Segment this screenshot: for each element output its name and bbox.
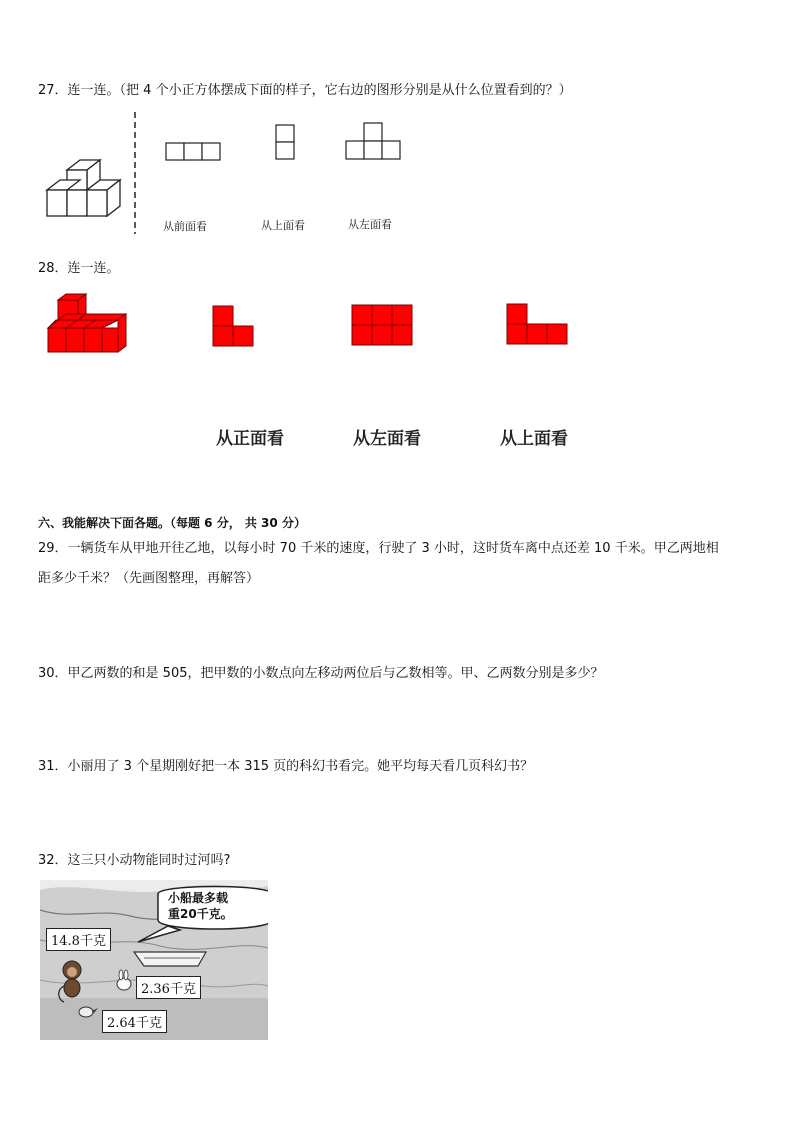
q28-text: 28．连一连。 [38, 261, 120, 276]
q29-line2: 距多少千米？（先画图整理，再解答） [38, 571, 260, 586]
boat-icon [134, 952, 206, 966]
q28-label-left: 从左面看 [353, 429, 421, 449]
q29-line1: 29．一辆货车从甲地开往乙地，以每小时 70 千米的速度，行驶了 3 小时，这时货车离中点还差 10 千米。甲乙两地相 [38, 541, 719, 556]
q28-label-top: 从上面看 [500, 429, 568, 449]
q27-view-two-column [276, 124, 296, 162]
q27-label-left: 从左面看 [348, 218, 392, 231]
q28-view-long-l [507, 303, 569, 345]
q27-view-t-shape [346, 122, 402, 162]
q27-text: 27．连一连。（把 4 个小正方体摆成下面的样子，它右边的图形分别是从什么位置看到的？） [38, 83, 572, 98]
q28-view-grid [352, 304, 412, 346]
bubble-line1: 小船最多载 [168, 891, 229, 905]
q27-label-front: 从前面看 [163, 220, 207, 233]
q27-divider [133, 112, 139, 234]
weight-label-bird: 2.64千克 [102, 1010, 167, 1033]
q31-text: 31．小丽用了 3 个星期刚好把一本 315 页的科幻书看完。她平均每天看几页科幻书？ [38, 759, 534, 774]
q27-view-three-row [166, 142, 222, 162]
q30-text: 30．甲乙两数的和是 505，把甲数的小数点向左移动两位后与乙数相等。甲、乙两数分别是多少？ [38, 666, 604, 681]
q27-cube-stack [40, 150, 130, 230]
q32-text: 32．这三只小动物能同时过河吗? [38, 853, 231, 868]
section-title: 六、我能解决下面各题。（每题 6 分， 共 30 分） [38, 516, 306, 530]
q27-label-top: 从上面看 [261, 219, 305, 232]
q28-red-cube-stack [46, 292, 126, 354]
bubble-line2: 重20千克。 [168, 907, 233, 921]
q32-illustration [40, 880, 268, 1040]
weight-label-rabbit: 2.36千克 [136, 976, 201, 999]
q28-view-l-shape [213, 305, 255, 347]
weight-label-monkey: 14.8千克 [46, 928, 111, 951]
q28-label-front: 从正面看 [216, 429, 284, 449]
